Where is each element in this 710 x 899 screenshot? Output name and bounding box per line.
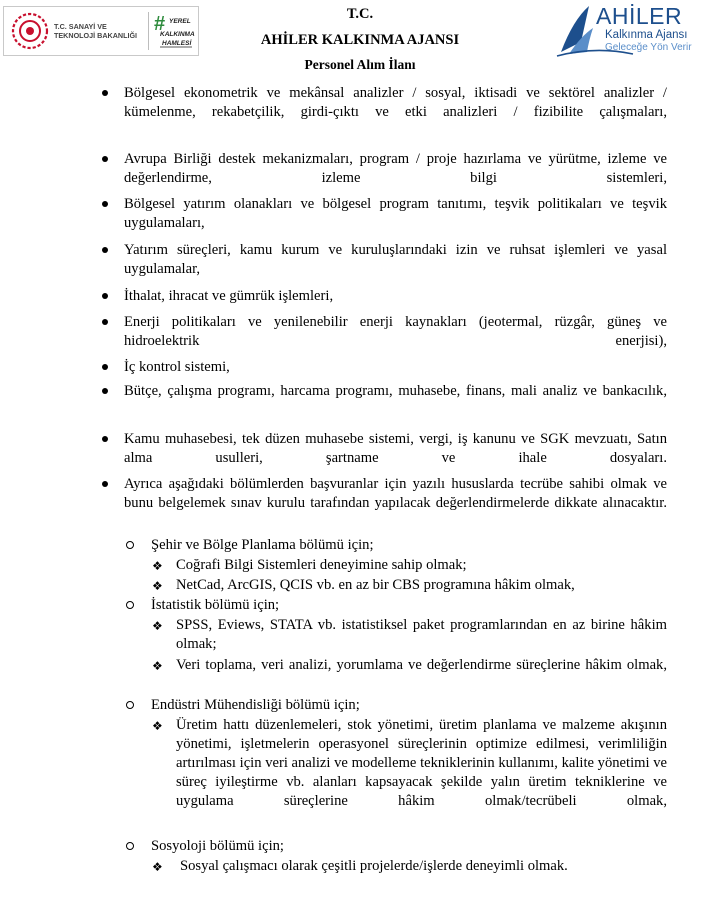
department-heading: İstatistik bölümü için; [151, 596, 667, 615]
svg-text:YEREL: YEREL [169, 18, 191, 25]
diamond-bullet-icon: ❖ [152, 659, 163, 673]
department-heading: Sosyoloji bölümü için; [151, 837, 667, 856]
diamond-bullet-icon: ❖ [152, 579, 163, 593]
list-item: Avrupa Birliği destek mekanizmaları, program / proje hazırlama ve yürütme, izleme ve değerlendirme, izleme bilgi sistemleri, [124, 150, 667, 207]
list-item: Yatırım süreçleri, kamu kurum ve kuruluşlarındaki izin ve ruhsat işlemleri ve yasal uygulamalar, [124, 241, 667, 298]
department-heading: Şehir ve Bölge Planlama bölümü için; [151, 536, 667, 555]
agency-logo-name: AHİLER [596, 3, 683, 29]
diamond-bullet-icon: ❖ [152, 559, 163, 573]
requirement-item: ❖ Üretim hattı düzenlemeleri, stok yönetimi, üretim planlama ve malzeme akışının yönetimi, işletmelerin operasyonel süreçlerinin optimize edilmesi, verimliliğin artırılması için veri analizi ve modelleme tekniklerinin kullanımı, kalite yönetimi ve süreç iyileştirme vb. alanları kapsayacak şekilde yalın üretim tekniklerine ve uygulama süreçlerine hâkim olmak/tecrübeli olmak, [152, 717, 667, 809]
list-item: Kamu muhasebesi, tek düzen muhasebe sistemi, vergi, iş kanunu ve SGK mevzuatı, Satın alma usulleri, şartname ve ihale dosyaları. [124, 430, 667, 487]
list-item: Bölgesel yatırım olanakları ve bölgesel program tanıtımı, teşvik politikaları ve teşvik uygulamaları, [124, 195, 667, 252]
bullet-icon [102, 364, 108, 370]
requirement-item: ❖ SPSS, Eviews, STATA vb. istatistiksel paket programlarından en az birine hâkim olmak; [152, 617, 667, 652]
circle-bullet-icon [126, 842, 134, 850]
logo-divider [148, 12, 149, 50]
requirement-item: ❖ Veri toplama, veri analizi, yorumlama ve değerlendirme süreçlerine hâkim olmak, [176, 656, 667, 694]
svg-text:HAMLESİ: HAMLESİ [162, 40, 192, 47]
heading-agency: AHİLER KALKINMA AJANSI [260, 32, 460, 48]
circle-bullet-icon [126, 541, 134, 549]
heading-announcement: Personel Alım İlanı [304, 57, 416, 72]
list-item: Ayrıca aşağıdaki bölümlerden başvuranlar için yazılı hususlarda tecrübe sahibi olmak ve bunu belgelemek sınav kurulu tarafından yapılacak değerlendirmelerde dikkate alınacaktır. [124, 475, 667, 532]
circle-bullet-icon [126, 601, 134, 609]
bullet-icon [102, 201, 108, 207]
svg-text:KALKINMA: KALKINMA [160, 31, 195, 38]
page-header [0, 0, 710, 78]
list-item: Bölgesel ekonometrik ve mekânsal analizler / sosyal, iktisadi ve sektörel analizler / kümelenme, rekabetçilik, girdi-çıktı ve etki analizleri / fizibilite çalışmaları, [124, 84, 667, 141]
circle-bullet-icon [126, 701, 134, 709]
agency-logo-subtitle: Kalkınma Ajansı [605, 29, 688, 41]
list-item: İthalat, ihracat ve gümrük işlemleri, [124, 287, 667, 306]
bullet-icon [102, 247, 108, 253]
list-item: İç kontrol sistemi, [124, 358, 667, 377]
bullet-icon [102, 481, 108, 487]
ministry-emblem-icon [10, 11, 50, 51]
diamond-bullet-icon: ❖ [152, 619, 163, 633]
diamond-bullet-icon: ❖ [152, 719, 163, 733]
bullet-icon [102, 436, 108, 442]
heading-tc: T.C. [346, 6, 374, 22]
ministry-name: T.C. SANAYİ VE TEKNOLOJİ BAKANLIĞI [54, 22, 138, 40]
requirement-item: ❖ Sosyal çalışmacı olarak çeşitli projelerde/işlerde deneyimli olmak. [180, 857, 680, 876]
bullet-icon [102, 90, 108, 96]
requirement-item: ❖ NetCad, ArcGIS, QCIS vb. en az bir CBS programına hâkim olmak, [176, 576, 676, 595]
bullet-icon [102, 388, 108, 394]
bullet-icon [102, 156, 108, 162]
agency-logo-slogan: Geleceğe Yön Verir [605, 42, 692, 53]
requirement-item: ❖ Coğrafi Bilgi Sistemleri deneyimine sahip olmak; [176, 556, 676, 575]
list-item: Enerji politikaları ve yenilenebilir enerji kaynakları (jeotermal, rüzgâr, güneş ve hidroelektrik enerjisi), [124, 313, 667, 370]
partner-logos [3, 6, 199, 56]
department-heading: Endüstri Mühendisliği bölümü için; [151, 696, 667, 715]
svg-text:#: # [154, 13, 166, 35]
yerel-kalkinma-logo [154, 12, 198, 52]
list-item: Bütçe, çalışma programı, harcama programı, muhasebe, finans, mali analiz ve bankacılık, [124, 382, 667, 420]
bullet-icon [102, 319, 108, 325]
bullet-icon [102, 293, 108, 299]
diamond-bullet-icon: ❖ [152, 860, 163, 874]
